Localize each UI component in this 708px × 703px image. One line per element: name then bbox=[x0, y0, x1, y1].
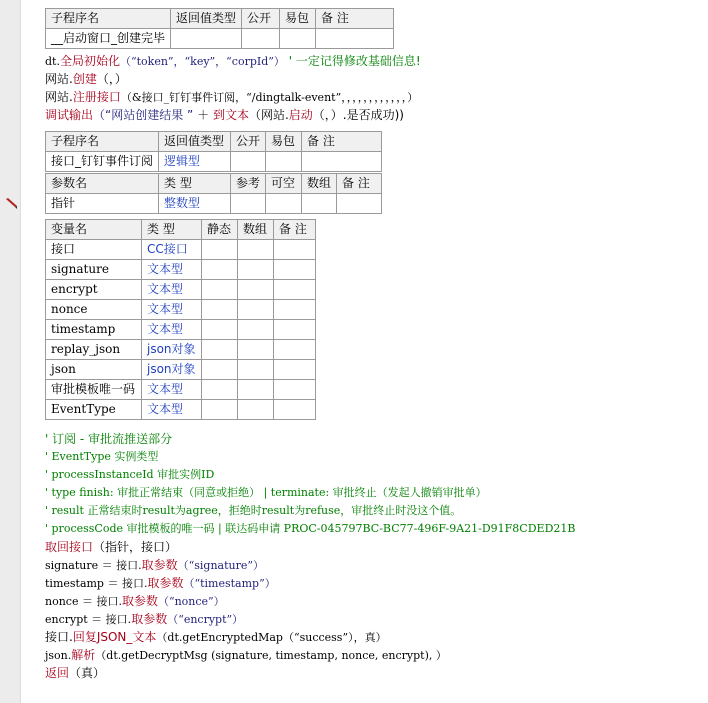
param-type-cell[interactable]: 整数型 bbox=[159, 194, 231, 214]
param-note-cell[interactable] bbox=[337, 194, 382, 214]
code-line-debug[interactable]: 调试输出（“网站创建结果 ” ＋ 到文本（网站.启动（，）.是否成功)) bbox=[45, 108, 404, 122]
header-static: 静态 bbox=[202, 220, 238, 240]
table-row[interactable]: timestamp 文本型 bbox=[46, 320, 316, 340]
table-row[interactable]: replay_json json对象 bbox=[46, 340, 316, 360]
header-public: 公开 bbox=[231, 132, 266, 152]
variable-table bbox=[45, 219, 316, 420]
subroutine-table-1 bbox=[45, 8, 394, 49]
header-param-name: 参数名 bbox=[46, 174, 159, 194]
code-line-create[interactable]: 网站.创建（，） bbox=[45, 72, 127, 86]
code-line-take[interactable]: 取回接口（指针，接口） bbox=[45, 540, 178, 554]
code-line-init[interactable]: dt.全局初始化（“token”，“key”，“corpId”） ' 一定记得修改基础信息! bbox=[45, 54, 421, 68]
note-cell[interactable] bbox=[316, 29, 394, 49]
easy-pack-cell[interactable] bbox=[266, 152, 302, 172]
code-line-nonce[interactable]: nonce ＝ 接口.取参数（“nonce”） bbox=[45, 594, 225, 608]
header-note: 备 注 bbox=[337, 174, 382, 194]
header-type: 类 型 bbox=[159, 174, 231, 194]
header-sub-name: 子程序名 bbox=[46, 9, 171, 29]
public-cell[interactable] bbox=[242, 29, 280, 49]
header-easy-pack: 易包 bbox=[266, 132, 302, 152]
return-type-cell[interactable] bbox=[171, 29, 242, 49]
comment-line[interactable]: ' processInstanceId 审批实例ID bbox=[45, 468, 215, 481]
parameter-table bbox=[45, 173, 382, 214]
header-public: 公开 bbox=[242, 9, 280, 29]
comment-line[interactable]: ' type finish: 审批正常结束（同意或拒绝） | terminate: 审批终止（发起人撤销审批单） bbox=[45, 486, 487, 499]
code-line-return[interactable]: 返回（真） bbox=[45, 666, 106, 680]
comment-line[interactable]: ' 订阅 - 审批流推送部分 bbox=[45, 432, 173, 446]
editor-gutter bbox=[0, 0, 21, 703]
table-row[interactable]: nonce 文本型 bbox=[46, 300, 316, 320]
param-array-cell[interactable] bbox=[302, 194, 337, 214]
sub-name-cell[interactable]: __启动窗口_创建完毕 bbox=[46, 29, 171, 49]
code-line-reply[interactable]: 接口.回复JSON_文本（dt.getEncryptedMap（“success”），真） bbox=[45, 630, 387, 644]
param-reference-cell[interactable] bbox=[231, 194, 266, 214]
param-name-cell[interactable]: 指针 bbox=[46, 194, 159, 214]
header-note: 备 注 bbox=[302, 132, 382, 152]
comment-line[interactable]: ' EventType 实例类型 bbox=[45, 450, 159, 463]
header-reference: 参考 bbox=[231, 174, 266, 194]
table-row[interactable]: 审批模板唯一码 文本型 bbox=[46, 380, 316, 400]
header-return-type: 返回值类型 bbox=[171, 9, 242, 29]
table-row[interactable]: encrypt 文本型 bbox=[46, 280, 316, 300]
header-type: 类 型 bbox=[142, 220, 202, 240]
note-cell[interactable] bbox=[302, 152, 382, 172]
code-line-timestamp[interactable]: timestamp ＝ 接口.取参数（“timestamp”） bbox=[45, 576, 276, 590]
header-array: 数组 bbox=[302, 174, 337, 194]
header-nullable: 可空 bbox=[266, 174, 302, 194]
code-line-parse[interactable]: json.解析（dt.getDecryptMsg (signature, timestamp, nonce, encrypt), ） bbox=[45, 648, 447, 662]
public-cell[interactable] bbox=[231, 152, 266, 172]
table-row[interactable]: EventType 文本型 bbox=[46, 400, 316, 420]
param-nullable-cell[interactable] bbox=[266, 194, 302, 214]
code-line-encrypt[interactable]: encrypt ＝ 接口.取参数（“encrypt”） bbox=[45, 612, 244, 626]
header-easy-pack: 易包 bbox=[280, 9, 316, 29]
code-line-register[interactable]: 网站.注册接口（&接口_钉钉事件订阅，“/dingtalk-event”，，，，，，，，，，，，） bbox=[45, 90, 419, 104]
easy-pack-cell[interactable] bbox=[280, 29, 316, 49]
return-type-cell[interactable]: 逻辑型 bbox=[159, 152, 231, 172]
header-return-type: 返回值类型 bbox=[159, 132, 231, 152]
code-line-signature[interactable]: signature ＝ 接口.取参数（“signature”） bbox=[45, 558, 265, 572]
header-array: 数组 bbox=[238, 220, 274, 240]
header-var-name: 变量名 bbox=[46, 220, 142, 240]
breakpoint-pencil-icon[interactable] bbox=[4, 196, 18, 210]
comment-line[interactable]: ' processCode 审批模板的唯一码 | 联达码申请 PROC-045797BC-BC77-496F-9A21-D91F8CDED21B bbox=[45, 522, 576, 535]
sub-name-cell[interactable]: 接口_钉钉事件订阅 bbox=[46, 152, 159, 172]
subroutine-table-2 bbox=[45, 131, 382, 172]
header-note: 备 注 bbox=[316, 9, 394, 29]
comment-line[interactable]: ' result 正常结束时result为agree，拒绝时result为refuse，审批终止时没这个值。 bbox=[45, 504, 462, 517]
header-note: 备 注 bbox=[274, 220, 316, 240]
header-sub-name: 子程序名 bbox=[46, 132, 159, 152]
table-row[interactable]: 接口 CC接口 bbox=[46, 240, 316, 260]
table-row[interactable]: signature 文本型 bbox=[46, 260, 316, 280]
table-row[interactable]: json json对象 bbox=[46, 360, 316, 380]
